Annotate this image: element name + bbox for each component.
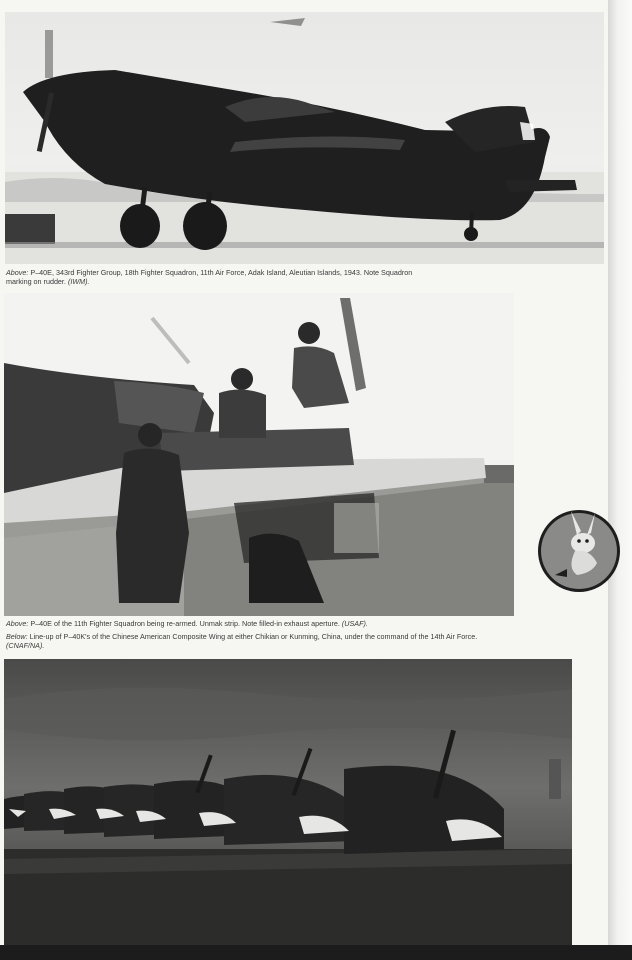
caption-text: P–40E of the 11th Fighter Squadron being re-armed. Unmak strip. Note filled-in exhaust aperture. — [28, 619, 340, 628]
page-edge — [608, 0, 632, 960]
scan-bottom-edge — [0, 945, 632, 960]
caption-bottom — [6, 633, 516, 650]
photo-p40e-aleutian — [5, 12, 604, 264]
photo-p40k-lineup — [4, 659, 572, 945]
caption-credit: (IWM). — [67, 276, 90, 286]
caption-credit: (USAF). — [341, 619, 368, 628]
caption-top — [6, 269, 416, 286]
caption-middle — [6, 620, 516, 629]
caption-credit: (CNAF/NA). — [6, 640, 45, 650]
caption-lead: Above: — [6, 619, 29, 628]
caption-text: Line-up of P–40K's of the Chinese American Composite Wing at either Chikian or Kunming, China, under the command of the 14th Air Force. — [27, 632, 478, 641]
squadron-insignia-logo — [537, 503, 623, 599]
caption-text: P–40E, 343rd Fighter Group, 18th Fighter Squadron, 11th Air Force, Adak Island, Aleutian Islands, 1943. Note Squadron marking on rudder. — [6, 268, 413, 286]
caption-lead: Below: — [6, 632, 28, 641]
caption-lead: Above: — [6, 268, 29, 277]
photo-p40e-rearming — [4, 293, 514, 616]
